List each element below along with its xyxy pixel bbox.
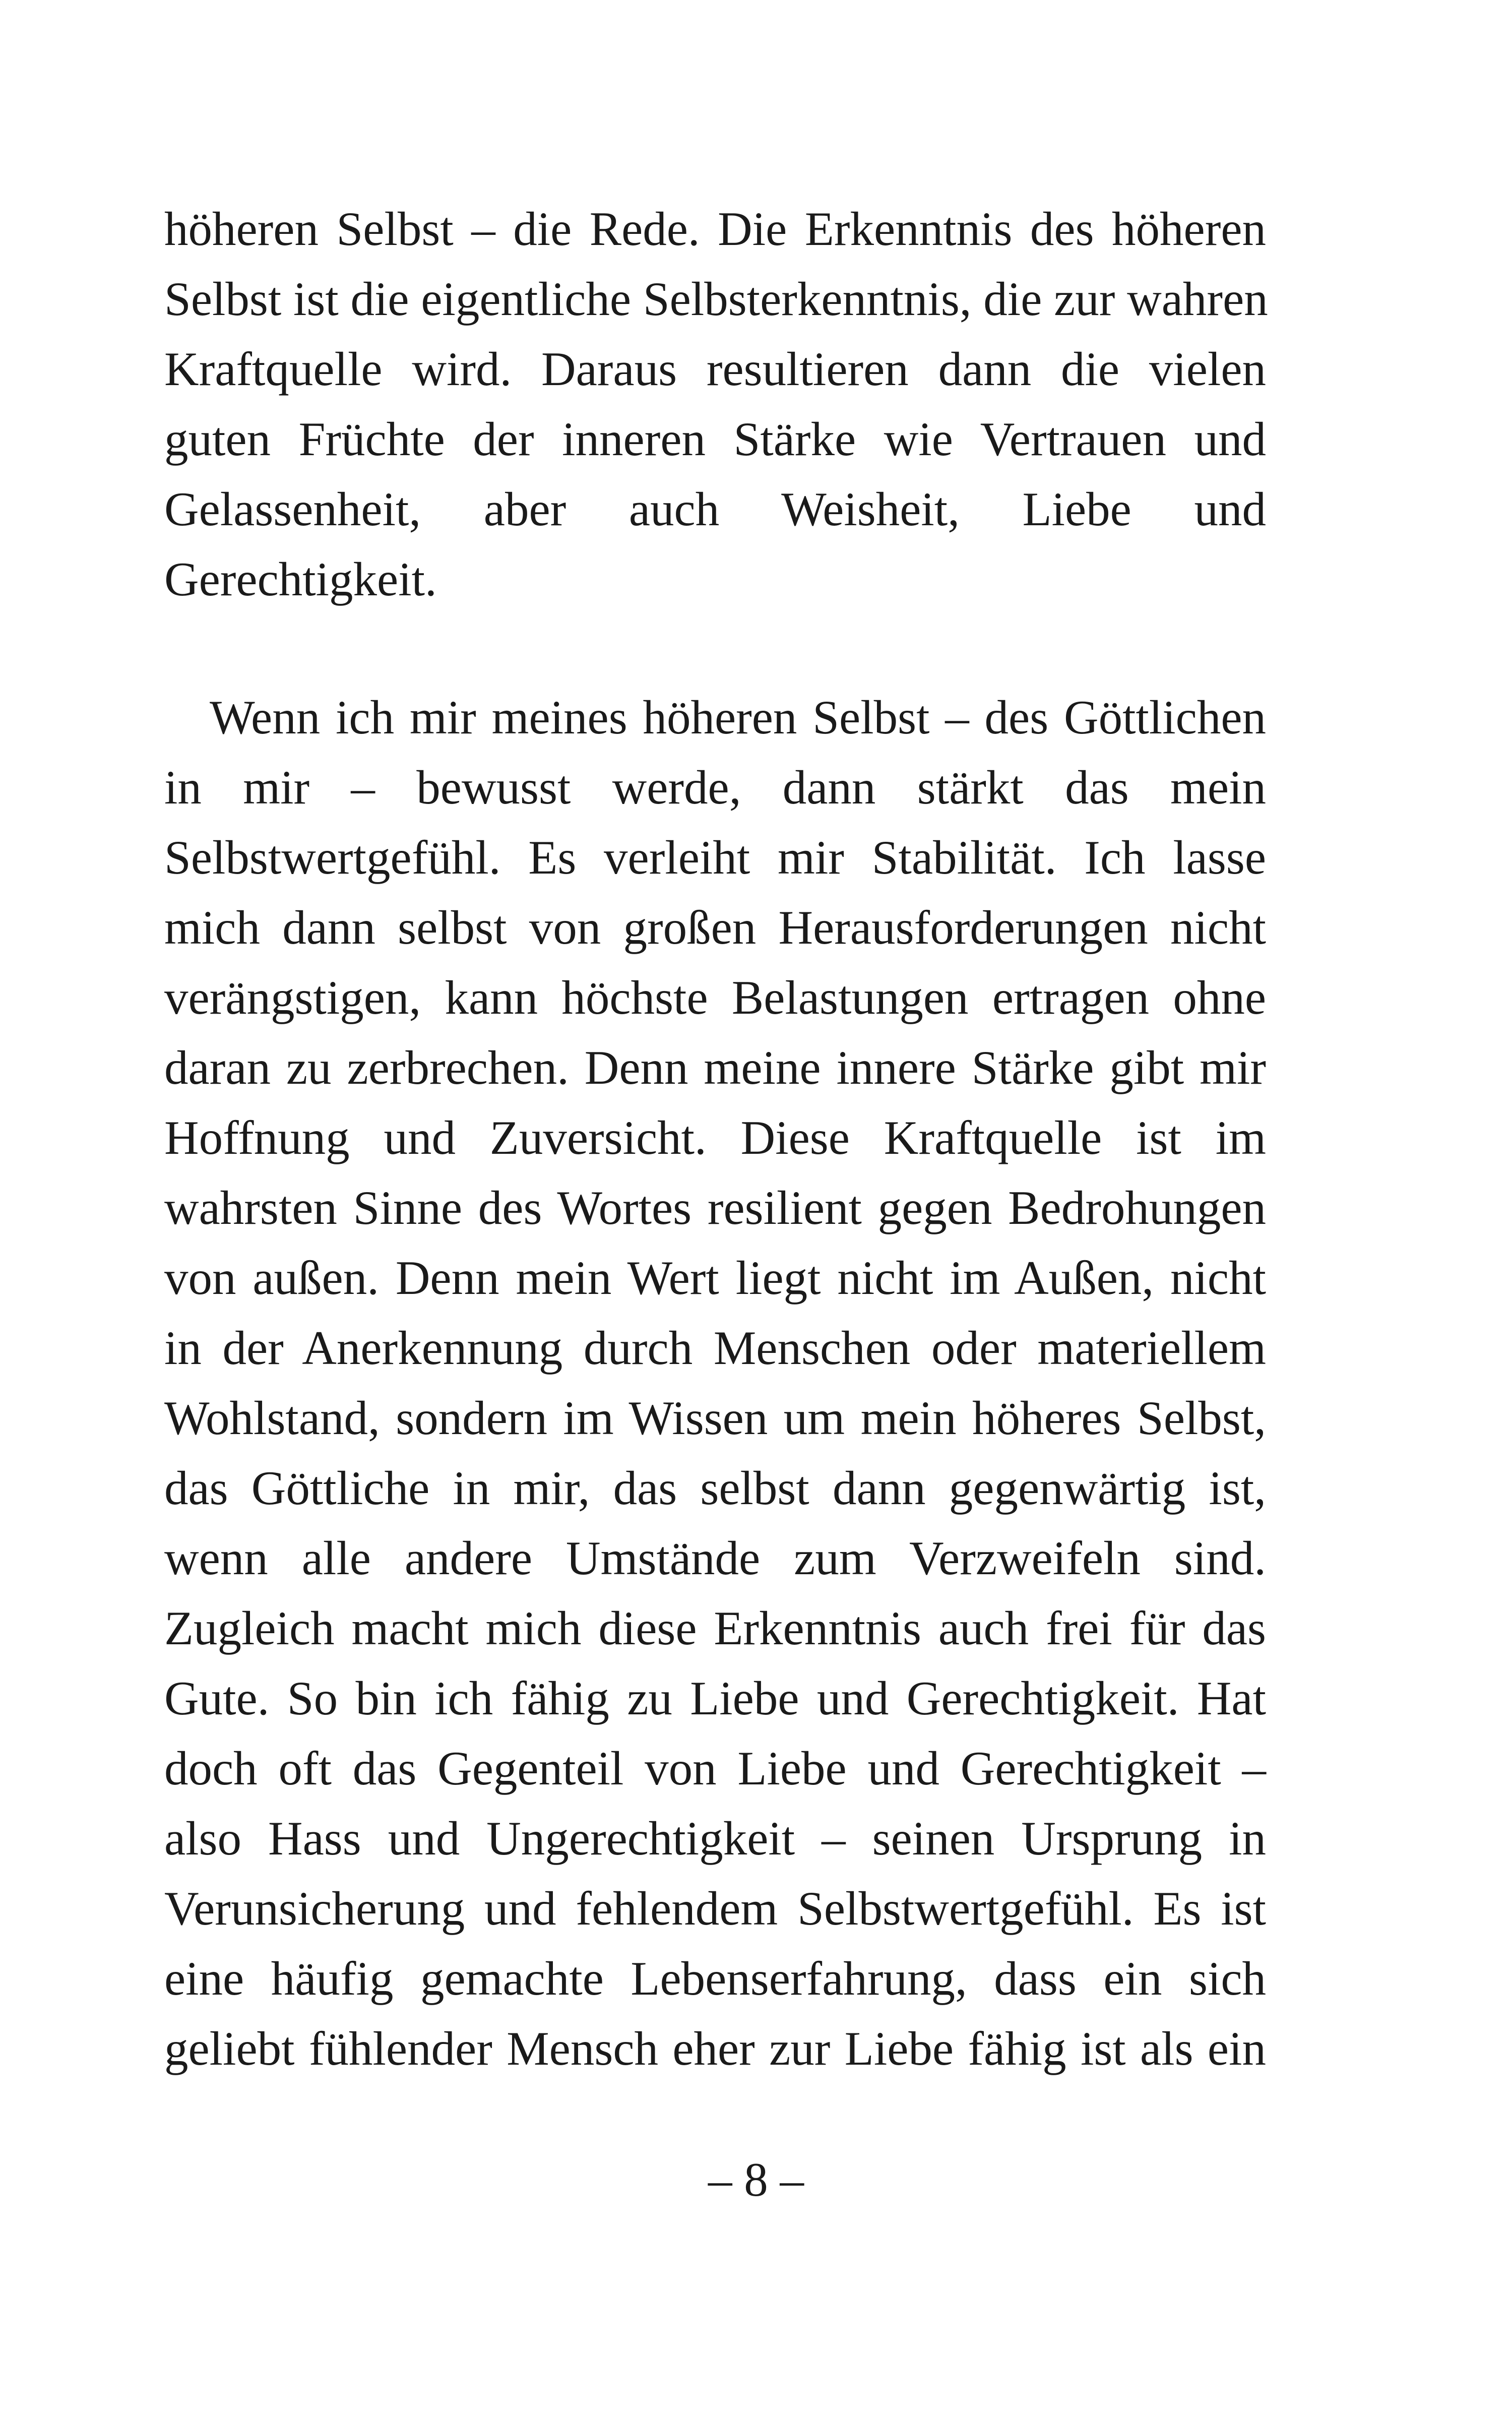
text-line: in mir – bewusst werde, dann stärkt das mein xyxy=(164,761,1266,814)
text-line: Hoffnung und Zuversicht. Diese Kraftquelle ist im xyxy=(164,1111,1266,1164)
text-line: daran zu zerbrechen. Denn meine innere Stärke gibt mir xyxy=(164,1041,1266,1094)
text-line: Gerechtigkeit. xyxy=(164,552,437,606)
text-line: doch oft das Gegenteil von Liebe und Gerechtigkeit – xyxy=(164,1742,1266,1795)
text-line: das Göttliche in mir, das selbst dann gegenwärtig ist, xyxy=(164,1461,1266,1515)
page-number: – 8 – xyxy=(708,2153,804,2206)
text-line: höheren Selbst – die Rede. Die Erkenntnis des höheren xyxy=(164,202,1266,256)
text-line: Selbstwertgefühl. Es verleiht mir Stabilität. Ich lasse xyxy=(164,831,1266,884)
text-line: geliebt fühlender Mensch eher zur Liebe fähig ist als ein xyxy=(164,2022,1266,2075)
text-line: in der Anerkennung durch Menschen oder materiellem xyxy=(164,1321,1266,1375)
text-line: Kraftquelle wird. Daraus resultieren dann die vielen xyxy=(164,342,1266,396)
text-line: Gelassenheit, aber auch Weisheit, Liebe und xyxy=(164,482,1266,536)
paragraph-2 xyxy=(164,683,1266,2084)
text-line: mich dann selbst von großen Herausforderungen nicht xyxy=(164,901,1266,954)
text-line: wenn alle andere Umstände zum Verzweifeln sind. xyxy=(164,1531,1266,1585)
text-line: Verunsicherung und fehlendem Selbstwertgefühl. Es ist xyxy=(164,1882,1266,1935)
text-line: Gute. So bin ich fähig zu Liebe und Gerechtigkeit. Hat xyxy=(164,1671,1266,1725)
text-line: von außen. Denn mein Wert liegt nicht im Außen, nicht xyxy=(164,1251,1266,1305)
text-line: wahrsten Sinne des Wortes resilient gegen Bedrohungen xyxy=(164,1181,1266,1234)
text-line: verängstigen, kann höchste Belastungen ertragen ohne xyxy=(164,971,1266,1024)
text-line: Selbst ist die eigentliche Selbsterkenntnis, die zur wahren xyxy=(164,272,1268,326)
paragraph-1 xyxy=(164,194,1266,614)
text-line: guten Früchte der inneren Stärke wie Vertrauen und xyxy=(164,412,1266,466)
text-line: eine häufig gemachte Lebenserfahrung, dass ein sich xyxy=(164,1952,1266,2005)
text-line: Wenn ich mir meines höheren Selbst – des Göttlichen xyxy=(210,691,1266,744)
text-line: Wohlstand, sondern im Wissen um mein höheres Selbst, xyxy=(164,1391,1266,1445)
text-line: also Hass und Ungerechtigkeit – seinen Ursprung in xyxy=(164,1812,1266,1865)
text-line: Zugleich macht mich diese Erkenntnis auch frei für das xyxy=(164,1601,1266,1655)
